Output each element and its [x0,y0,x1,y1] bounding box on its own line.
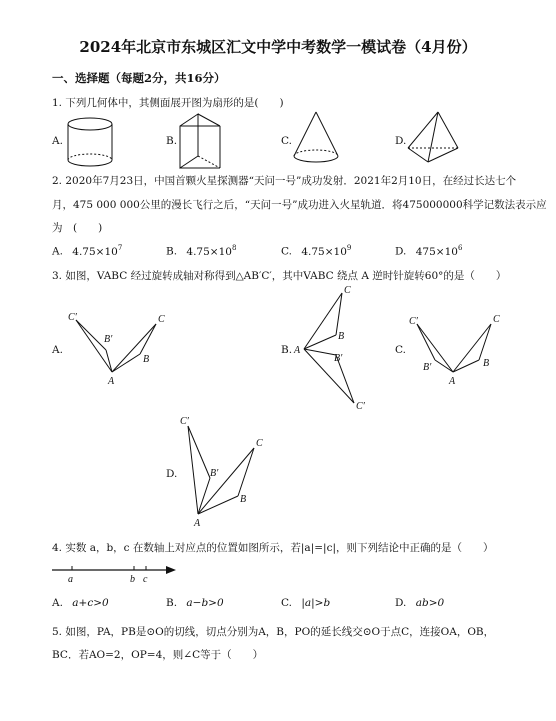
page-title: 2024年北京市东城区汇文中学中考数学一模试卷（4月份） [79,38,477,56]
q1-option-a-label: A. [52,135,63,147]
q3d-point-b-prime: B′ [210,468,219,479]
q2-option-b-letter: B. [166,245,178,258]
q3-figure-c [405,310,505,390]
number-line-label-c: c [143,574,148,585]
q2-option-d [395,244,462,258]
q4-option-d [395,597,444,609]
q3c-point-b: B [483,358,490,369]
number-line-label-a: a [68,574,73,585]
q3-option-d-label: D. [166,468,178,480]
number-line-label-b: b [130,574,135,585]
q4-option-c-letter: C. [281,597,292,609]
q2-option-d-letter: D. [395,245,407,258]
triangular-prism-figure [178,112,228,172]
q3c-point-c: C [493,314,500,325]
q3a-point-b-prime: B′ [104,334,113,345]
q4-option-a-text: a+c>0 [72,597,109,609]
q3-option-b-label: B. [281,344,293,356]
q2-option-c [281,244,351,258]
q3c-point-c-prime: C′ [409,316,418,327]
q1-option-d-label: D. [395,135,407,147]
q2-option-a [52,244,122,258]
cone-figure [290,110,346,168]
question-2-line-3: 为 ( ) [52,222,103,234]
question-1-stem: 1. 下列几何体中，其侧面展开图为扇形的是( ) [52,97,284,109]
q4-option-d-letter: D. [395,597,407,609]
q2-option-c-letter: C. [281,245,292,258]
q3c-point-a: A [449,376,456,387]
q2-option-c-base: 4.75×10 [301,245,347,258]
q2-option-d-base: 475×10 [415,245,458,258]
question-5-line-2: BC．若AO=2，OP=4，则∠C等于（ ） [52,649,264,661]
number-line [52,560,182,586]
question-5-line-1: 5. 如图，PA，PB是⊙O的切线，切点分别为A，B，PO的延长线交⊙O于点C，连接OA，OB， [52,626,495,638]
q3-figure-b [292,285,372,410]
q3b-point-a: A [294,345,301,356]
q4-option-a-letter: A. [52,597,63,609]
q3a-point-c: C [158,314,165,325]
q2-option-b [166,244,236,258]
question-2-line-1: 2. 2020年7月23日，中国首颗火星探测器“天问一号”成功发射．2021年2月10日，在经过长达七个 [52,175,517,187]
q2-option-c-exponent: 9 [346,244,352,252]
q4-option-b-text: a−b>0 [186,597,224,609]
q3d-point-c-prime: C′ [180,416,189,427]
q2-option-a-exponent: 7 [117,244,123,252]
q3a-point-c-prime: C′ [68,312,77,323]
q1-option-c-label: C. [281,135,292,147]
q2-option-a-base: 4.75×10 [72,245,118,258]
q2-option-b-exponent: 8 [231,244,237,252]
q3d-point-a: A [194,518,201,529]
question-3-stem: 3. 如图，VABC 经过旋转成轴对称得到△AB′C′，其中VABC 绕点 A 逆时针旋转60°的是（ ） [52,270,507,282]
q3d-point-c: C [256,438,263,449]
q3-option-a-label: A. [52,344,63,356]
q2-option-d-exponent: 6 [457,244,463,252]
q3b-point-b-prime: B′ [334,353,343,364]
section-heading: 一、选择题（每题2分，共16分） [52,71,226,85]
q3a-point-a: A [108,376,115,387]
q3d-point-b: B [240,494,247,505]
q3-figure-a [64,310,174,390]
q3b-point-b: B [338,331,345,342]
q2-option-a-letter: A. [52,245,63,258]
q1-option-b-label: B. [166,135,178,147]
tetrahedron-figure [404,110,464,168]
q3a-point-b: B [143,354,150,365]
q4-option-d-text: ab>0 [415,597,445,609]
question-2-line-2: 月，475 000 000公里的漫长飞行之后，“天问一号”成功进入火星轨道．将475000000科学记数法表示应 [52,199,547,211]
cylinder-figure [64,116,120,170]
q4-option-c-text: |a|>b [301,597,331,609]
q3-figure-d [178,410,273,530]
q3b-point-c-prime: C′ [356,401,365,412]
q4-option-b-letter: B. [166,597,178,609]
question-4-stem: 4. 实数 a，b，c 在数轴上对应点的位置如图所示，若|a|=|c|，则下列结论中正确的是（ ） [52,542,494,554]
q4-option-c [281,597,330,609]
q4-option-b [166,597,224,609]
q4-option-a [52,597,109,609]
q2-option-b-base: 4.75×10 [186,245,232,258]
q3c-point-b-prime: B′ [423,362,432,373]
q3b-point-c: C [344,285,351,296]
q3-option-c-label: C. [395,344,406,356]
